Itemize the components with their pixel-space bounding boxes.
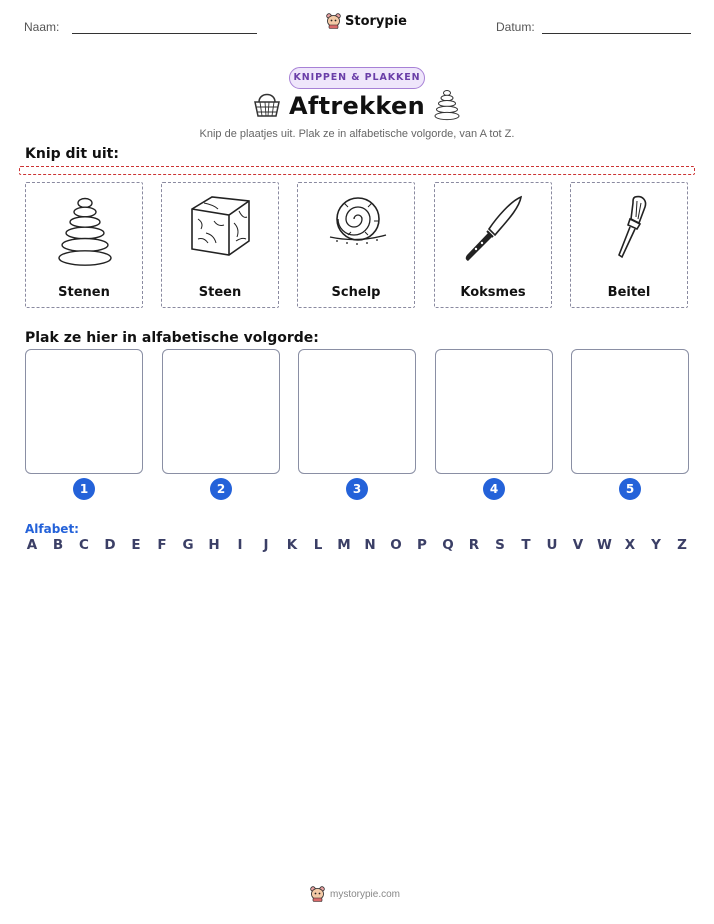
- cut-line: [19, 166, 695, 175]
- paste-box-4[interactable]: [435, 349, 553, 474]
- cut-card-stenen[interactable]: [25, 182, 143, 308]
- card-label: Stenen: [58, 285, 110, 300]
- alphabet-letter: C: [79, 537, 89, 553]
- alphabet-letter: D: [104, 537, 116, 553]
- alphabet-letter: I: [237, 537, 243, 553]
- slot-number: 2: [210, 478, 232, 500]
- slot-number: 4: [483, 478, 505, 500]
- alphabet-letter: Z: [677, 537, 687, 553]
- brand-name: Storypie: [345, 13, 407, 29]
- alphabet-letter: F: [157, 537, 167, 553]
- cut-card-steen[interactable]: [161, 182, 279, 308]
- paste-box-5[interactable]: [571, 349, 689, 474]
- storypie-mascot-icon: [310, 886, 325, 902]
- category-badge: KNIPPEN & PLAKKEN: [289, 67, 425, 89]
- cut-card-koksmes[interactable]: [434, 182, 552, 308]
- alphabet-letter: P: [417, 537, 427, 553]
- alphabet-letter: Y: [651, 537, 661, 553]
- card-label: Steen: [198, 285, 242, 300]
- brand-logo: [326, 13, 407, 29]
- footer: [310, 886, 400, 902]
- alphabet-letter: E: [131, 537, 141, 553]
- stacked-stones-icon: [50, 189, 120, 269]
- alphabet-letter: R: [468, 537, 480, 553]
- alphabet-letter: T: [521, 537, 531, 553]
- name-write-line[interactable]: [72, 33, 257, 34]
- slot-number: 1: [73, 478, 95, 500]
- alphabet-letter: X: [624, 537, 636, 553]
- alphabet-letter: J: [263, 537, 269, 553]
- alphabet-letter: K: [286, 537, 298, 553]
- alphabet-letter: Q: [442, 537, 454, 553]
- card-label: Schelp: [331, 285, 381, 300]
- card-label: Koksmes: [460, 285, 526, 300]
- alphabet-letter: V: [572, 537, 584, 553]
- stacked-stones-icon: [434, 89, 460, 121]
- paste-box-1[interactable]: [25, 349, 143, 474]
- alphabet-letter: G: [182, 537, 194, 553]
- paste-box-2[interactable]: [162, 349, 280, 474]
- alphabet-letter: M: [337, 537, 351, 553]
- stone-block-icon: [186, 189, 256, 269]
- date-label: Datum:: [496, 20, 535, 34]
- cut-card-schelp[interactable]: [297, 182, 415, 308]
- chef-knife-icon: [459, 189, 529, 269]
- paste-section-heading: Plak ze hier in alfabetische volgorde:: [25, 330, 319, 346]
- alphabet-letter: L: [313, 537, 323, 553]
- alphabet-letter: W: [597, 537, 612, 553]
- alphabet-letter: B: [52, 537, 64, 553]
- alphabet-letter: O: [390, 537, 402, 553]
- alphabet-letter: U: [546, 537, 558, 553]
- cut-card-beitel[interactable]: [570, 182, 688, 308]
- name-label: Naam:: [24, 20, 60, 34]
- card-label: Beitel: [607, 285, 651, 300]
- snail-shell-icon: [322, 189, 392, 269]
- footer-link[interactable]: mystorypie.com: [330, 888, 401, 900]
- alphabet-letter: S: [495, 537, 505, 553]
- slot-number: 5: [619, 478, 641, 500]
- date-write-line[interactable]: [542, 33, 691, 34]
- alphabet-letter: A: [26, 537, 38, 553]
- slot-number: 3: [346, 478, 368, 500]
- alphabet-letter: H: [208, 537, 220, 553]
- instructions: Knip de plaatjes uit. Plak ze in alfabetische volgorde, van A tot Z.: [199, 128, 515, 140]
- alphabet-row: [25, 537, 693, 553]
- alphabet-label: Alfabet:: [25, 522, 79, 536]
- paste-box-3[interactable]: [298, 349, 416, 474]
- chisel-icon: [595, 189, 665, 269]
- cut-section-heading: Knip dit uit:: [25, 146, 119, 162]
- alphabet-letter: N: [364, 537, 376, 553]
- page-title: Aftrekken: [289, 92, 425, 120]
- storypie-mascot-icon: [326, 13, 341, 29]
